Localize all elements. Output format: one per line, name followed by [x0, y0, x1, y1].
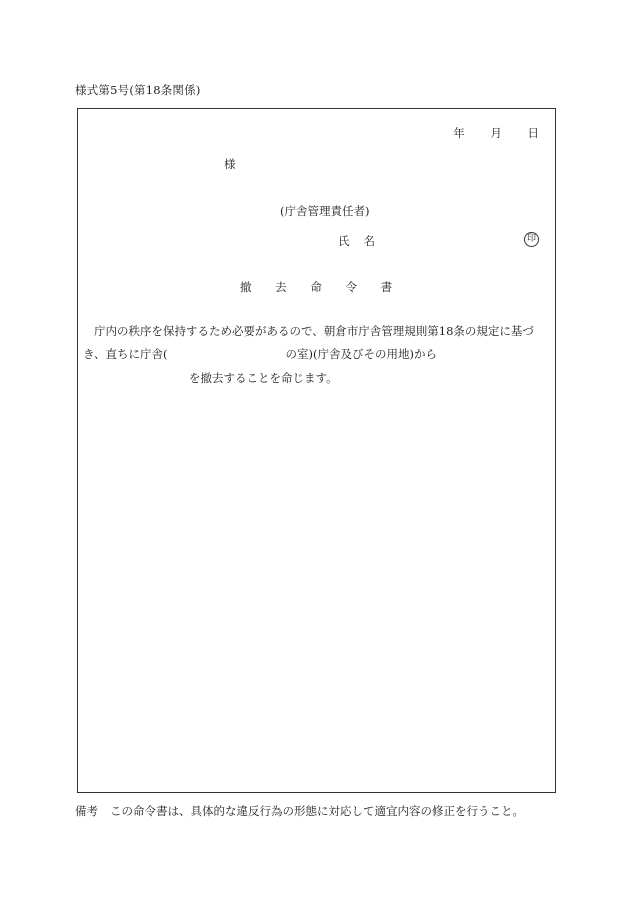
date-day-label: 日 — [527, 126, 539, 140]
issuer-role: (庁舎管理責任者) — [280, 204, 370, 218]
title-char: 書 — [380, 280, 393, 294]
remark-label: 備考 — [75, 804, 98, 818]
issuer-name-label: 氏名 — [338, 234, 389, 248]
title-char: 命 — [310, 280, 322, 294]
seal-icon: 印 — [524, 232, 539, 247]
body-line-1: 庁内の秩序を保持するため必要があるので、朝倉市庁舎管理規則第18条の規定に基づ — [94, 324, 534, 338]
body-line-3: を撤去することを命じます。 — [189, 371, 338, 385]
document-title — [240, 279, 392, 295]
order-frame — [77, 108, 556, 793]
title-char: 令 — [345, 280, 357, 294]
addressee-suffix: 様 — [224, 157, 236, 171]
date-year-label: 年 — [453, 126, 465, 140]
remark-line — [75, 803, 524, 819]
body-line-2 — [83, 346, 437, 362]
title-char: 去 — [275, 280, 287, 294]
remark-text: この命令書は、具体的な違反行為の形態に対応して適宜内容の修正を行うこと。 — [110, 804, 524, 818]
date-month-label: 月 — [490, 126, 502, 140]
body-line-2-end: の室)(庁舎及びその用地)から — [285, 347, 437, 361]
date-line — [453, 125, 539, 141]
title-char: 撤 — [240, 280, 252, 294]
form-number: 様式第5号(第18条関係) — [75, 83, 201, 97]
body-line-2-start: き、直ちに庁舎( — [83, 347, 168, 361]
